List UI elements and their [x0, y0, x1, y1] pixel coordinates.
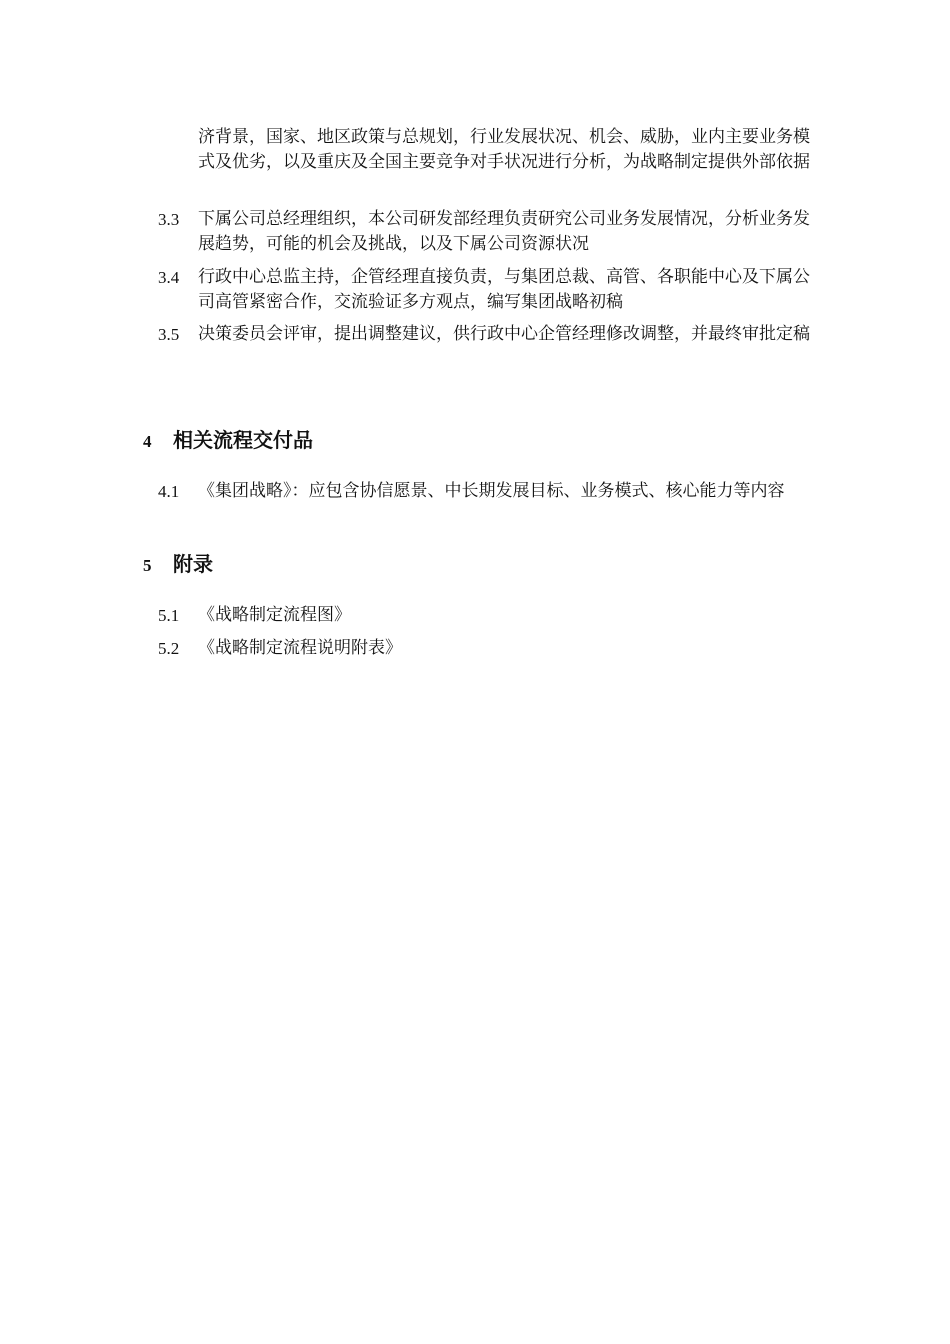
continued-paragraph — [158, 125, 818, 175]
list-item-number: 5.2 — [158, 639, 180, 658]
list-item-text: 下属公司总经理组织，本公司研发部经理负责研究公司业务发展情况，分析业务发展趋势，可能的机会及挑战，以及下属公司资源状况 — [198, 209, 810, 254]
list-item-3-5 — [158, 322, 818, 347]
list-item-number: 3.4 — [158, 268, 180, 287]
section-number: 5 — [143, 556, 152, 575]
list-item-4-1 — [158, 479, 818, 504]
list-item-number: 3.3 — [158, 210, 180, 229]
continued-paragraph-text: 济背景，国家、地区政策与总规划，行业发展状况、机会、威胁，业内主要业务模式及优劣，以及重庆及全国主要竞争对手状况进行分析，为战略制定提供外部依据 — [198, 127, 810, 172]
section-title: 附录 — [173, 552, 213, 576]
list-item-5-2 — [158, 636, 818, 661]
list-item-number: 4.1 — [158, 482, 180, 501]
list-item-5-1 — [158, 603, 818, 628]
list-item-3-4 — [158, 265, 818, 315]
list-item-number: 3.5 — [158, 325, 180, 344]
list-item-text: 《战略制定流程说明附表》 — [198, 638, 402, 658]
list-item-text: 《战略制定流程图》 — [198, 605, 351, 625]
section-heading-5 — [143, 550, 213, 580]
section-title: 相关流程交付品 — [173, 428, 313, 452]
list-item-text: 行政中心总监主持，企管经理直接负责，与集团总裁、高管、各职能中心及下属公司高管紧密合作，交流验证多方观点，编写集团战略初稿 — [198, 267, 810, 312]
list-item-text: 《集团战略》：应包含协信愿景、中长期发展目标、业务模式、核心能力等内容 — [198, 481, 785, 501]
section-number: 4 — [143, 432, 152, 451]
list-item-number: 5.1 — [158, 606, 180, 625]
list-item-3-3 — [158, 207, 818, 257]
section-heading-4 — [143, 426, 313, 456]
list-item-text: 决策委员会评审，提出调整建议，供行政中心企管经理修改调整，并最终审批定稿 — [198, 324, 810, 344]
